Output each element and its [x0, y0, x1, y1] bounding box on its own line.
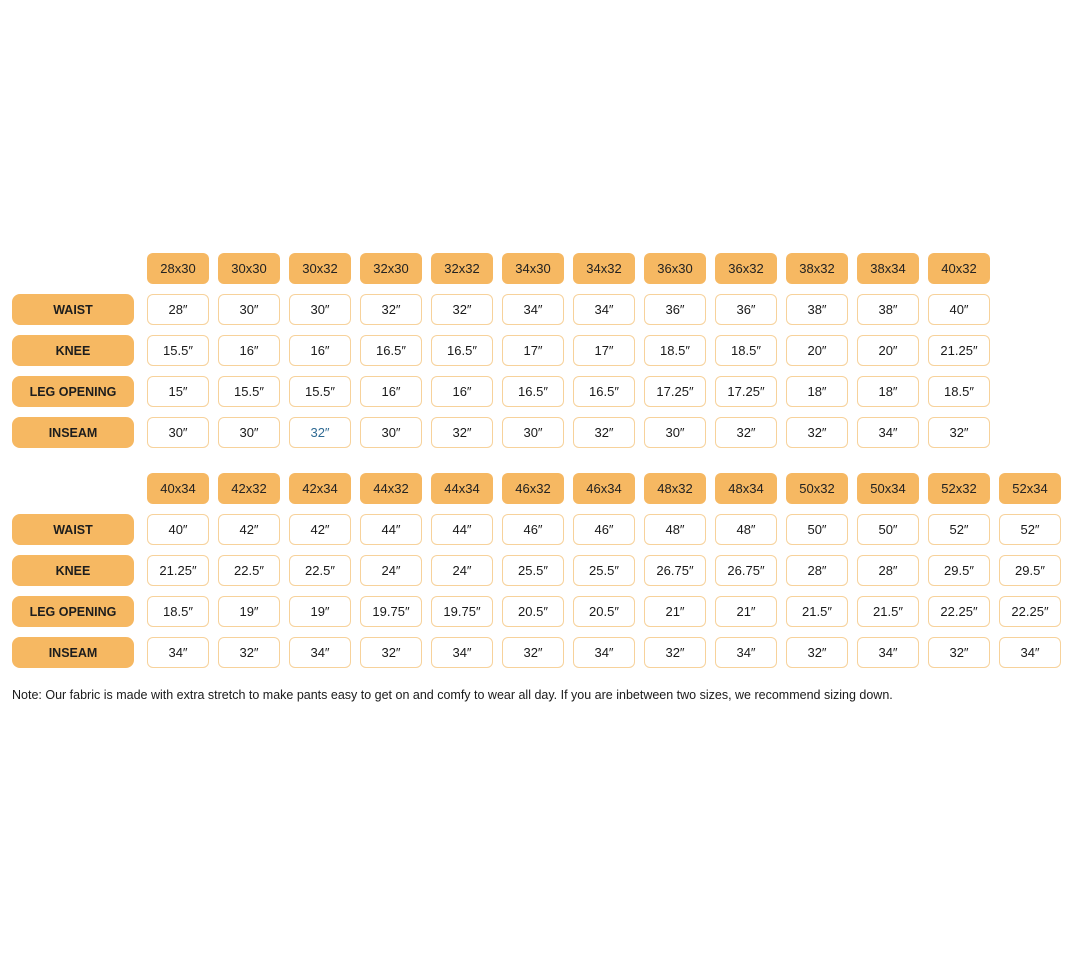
measurement-cell: 15.5″: [147, 335, 209, 366]
measurement-cell: 21″: [644, 596, 706, 627]
measurement-cell: 16″: [289, 335, 351, 366]
measurement-cell: 48″: [644, 514, 706, 545]
measurement-cell: 30″: [218, 417, 280, 448]
measurement-cell: 21″: [715, 596, 777, 627]
measurement-cell: 34″: [999, 637, 1061, 668]
size-header-40x34: 40x34: [147, 473, 209, 504]
size-header-52x34: 52x34: [999, 473, 1061, 504]
measurement-cell: 22.25″: [928, 596, 990, 627]
measurement-cell: 16″: [218, 335, 280, 366]
measurement-cell: 24″: [360, 555, 422, 586]
size-header-38x32: 38x32: [786, 253, 848, 284]
measurement-cell: 44″: [360, 514, 422, 545]
measurement-cell: 32″: [502, 637, 564, 668]
measurement-cell: 40″: [147, 514, 209, 545]
measurement-cell: 50″: [857, 514, 919, 545]
measurement-cell: 20″: [857, 335, 919, 366]
size-header-36x30: 36x30: [644, 253, 706, 284]
measurement-cell: 42″: [289, 514, 351, 545]
measurement-cell: 22.5″: [289, 555, 351, 586]
size-header-28x30: 28x30: [147, 253, 209, 284]
row-label-knee: KNEE: [12, 555, 134, 586]
measurement-cell: 34″: [573, 637, 635, 668]
size-header-30x30: 30x30: [218, 253, 280, 284]
size-header-38x34: 38x34: [857, 253, 919, 284]
measurement-cell: 18″: [857, 376, 919, 407]
measurement-cell: 18.5″: [928, 376, 990, 407]
measurement-cell: 17.25″: [715, 376, 777, 407]
measurement-cell: 34″: [431, 637, 493, 668]
measurement-cell: 16.5″: [502, 376, 564, 407]
measurement-cell: 34″: [502, 294, 564, 325]
measurement-cell: 32″: [218, 637, 280, 668]
measurement-cell: 18″: [786, 376, 848, 407]
size-header-48x32: 48x32: [644, 473, 706, 504]
measurement-cell: 32″: [360, 637, 422, 668]
measurement-cell: 28″: [147, 294, 209, 325]
measurement-cell: 48″: [715, 514, 777, 545]
measurement-cell: 22.25″: [999, 596, 1061, 627]
measurement-cell: 16.5″: [360, 335, 422, 366]
size-header-52x32: 52x32: [928, 473, 990, 504]
measurement-cell: 30″: [644, 417, 706, 448]
measurement-cell: 19.75″: [431, 596, 493, 627]
size-header-42x32: 42x32: [218, 473, 280, 504]
measurement-cell: 18.5″: [644, 335, 706, 366]
row-label-inseam: INSEAM: [12, 417, 134, 448]
measurement-cell: 32″: [360, 294, 422, 325]
measurement-cell: 46″: [573, 514, 635, 545]
measurement-cell: 15″: [147, 376, 209, 407]
measurement-cell: 24″: [431, 555, 493, 586]
measurement-cell: 38″: [786, 294, 848, 325]
measurement-cell: 29.5″: [999, 555, 1061, 586]
measurement-cell: 25.5″: [502, 555, 564, 586]
measurement-cell: 32″: [786, 417, 848, 448]
measurement-cell: 32″: [431, 417, 493, 448]
measurement-cell: 16″: [360, 376, 422, 407]
measurement-cell: 30″: [289, 294, 351, 325]
size-header-46x32: 46x32: [502, 473, 564, 504]
size-header-44x32: 44x32: [360, 473, 422, 504]
row-label-knee: KNEE: [12, 335, 134, 366]
size-header-50x32: 50x32: [786, 473, 848, 504]
size-header-36x32: 36x32: [715, 253, 777, 284]
measurement-cell: 32″: [786, 637, 848, 668]
measurement-cell: 19.75″: [360, 596, 422, 627]
measurement-cell: 16″: [431, 376, 493, 407]
measurement-cell: 34″: [573, 294, 635, 325]
measurement-cell: 34″: [857, 417, 919, 448]
size-header-42x34: 42x34: [289, 473, 351, 504]
measurement-cell: 20.5″: [502, 596, 564, 627]
measurement-cell: 17.25″: [644, 376, 706, 407]
measurement-cell: 28″: [857, 555, 919, 586]
measurement-cell: 52″: [999, 514, 1061, 545]
measurement-cell: 46″: [502, 514, 564, 545]
measurement-cell: 16.5″: [431, 335, 493, 366]
measurement-cell: 17″: [573, 335, 635, 366]
measurement-cell: 15.5″: [218, 376, 280, 407]
row-label-inseam: INSEAM: [12, 637, 134, 668]
size-header-34x30: 34x30: [502, 253, 564, 284]
measurement-cell: 18.5″: [715, 335, 777, 366]
measurement-cell: 40″: [928, 294, 990, 325]
measurement-cell: 34″: [715, 637, 777, 668]
size-header-32x32: 32x32: [431, 253, 493, 284]
row-label-waist: WAIST: [12, 294, 134, 325]
measurement-cell: 18.5″: [147, 596, 209, 627]
measurement-cell: 22.5″: [218, 555, 280, 586]
measurement-cell: 36″: [644, 294, 706, 325]
measurement-cell: 30″: [147, 417, 209, 448]
measurement-cell: 32″: [289, 417, 351, 448]
measurement-cell: 32″: [573, 417, 635, 448]
measurement-cell: 20.5″: [573, 596, 635, 627]
measurement-cell: 16.5″: [573, 376, 635, 407]
measurement-cell: 26.75″: [644, 555, 706, 586]
measurement-cell: 17″: [502, 335, 564, 366]
measurement-cell: 32″: [928, 637, 990, 668]
measurement-cell: 28″: [786, 555, 848, 586]
measurement-cell: 32″: [644, 637, 706, 668]
measurement-cell: 52″: [928, 514, 990, 545]
measurement-cell: 44″: [431, 514, 493, 545]
measurement-cell: 50″: [786, 514, 848, 545]
measurement-cell: 30″: [502, 417, 564, 448]
row-label-leg-opening: LEG OPENING: [12, 596, 134, 627]
row-label-waist: WAIST: [12, 514, 134, 545]
measurement-cell: 30″: [360, 417, 422, 448]
measurement-cell: 26.75″: [715, 555, 777, 586]
size-header-32x30: 32x30: [360, 253, 422, 284]
measurement-cell: 15.5″: [289, 376, 351, 407]
measurement-cell: 32″: [431, 294, 493, 325]
measurement-cell: 34″: [147, 637, 209, 668]
size-header-30x32: 30x32: [289, 253, 351, 284]
measurement-cell: 34″: [289, 637, 351, 668]
measurement-cell: 21.5″: [786, 596, 848, 627]
measurement-cell: 32″: [928, 417, 990, 448]
measurement-cell: 19″: [218, 596, 280, 627]
measurement-cell: 20″: [786, 335, 848, 366]
measurement-cell: 25.5″: [573, 555, 635, 586]
size-header-48x34: 48x34: [715, 473, 777, 504]
size-header-44x34: 44x34: [431, 473, 493, 504]
size-header-34x32: 34x32: [573, 253, 635, 284]
measurement-cell: 21.5″: [857, 596, 919, 627]
size-header-40x32: 40x32: [928, 253, 990, 284]
row-label-leg-opening: LEG OPENING: [12, 376, 134, 407]
measurement-cell: 32″: [715, 417, 777, 448]
measurement-cell: 34″: [857, 637, 919, 668]
measurement-cell: 19″: [289, 596, 351, 627]
sizing-note: Note: Our fabric is made with extra stretch to make pants easy to get on and comfy to wear all day. If you are inbetween two sizes, we recommend sizing down.: [12, 688, 893, 702]
measurement-cell: 21.25″: [147, 555, 209, 586]
measurement-cell: 42″: [218, 514, 280, 545]
measurement-cell: 38″: [857, 294, 919, 325]
size-header-46x34: 46x34: [573, 473, 635, 504]
measurement-cell: 21.25″: [928, 335, 990, 366]
measurement-cell: 36″: [715, 294, 777, 325]
measurement-cell: 29.5″: [928, 555, 990, 586]
measurement-cell: 30″: [218, 294, 280, 325]
size-header-50x34: 50x34: [857, 473, 919, 504]
